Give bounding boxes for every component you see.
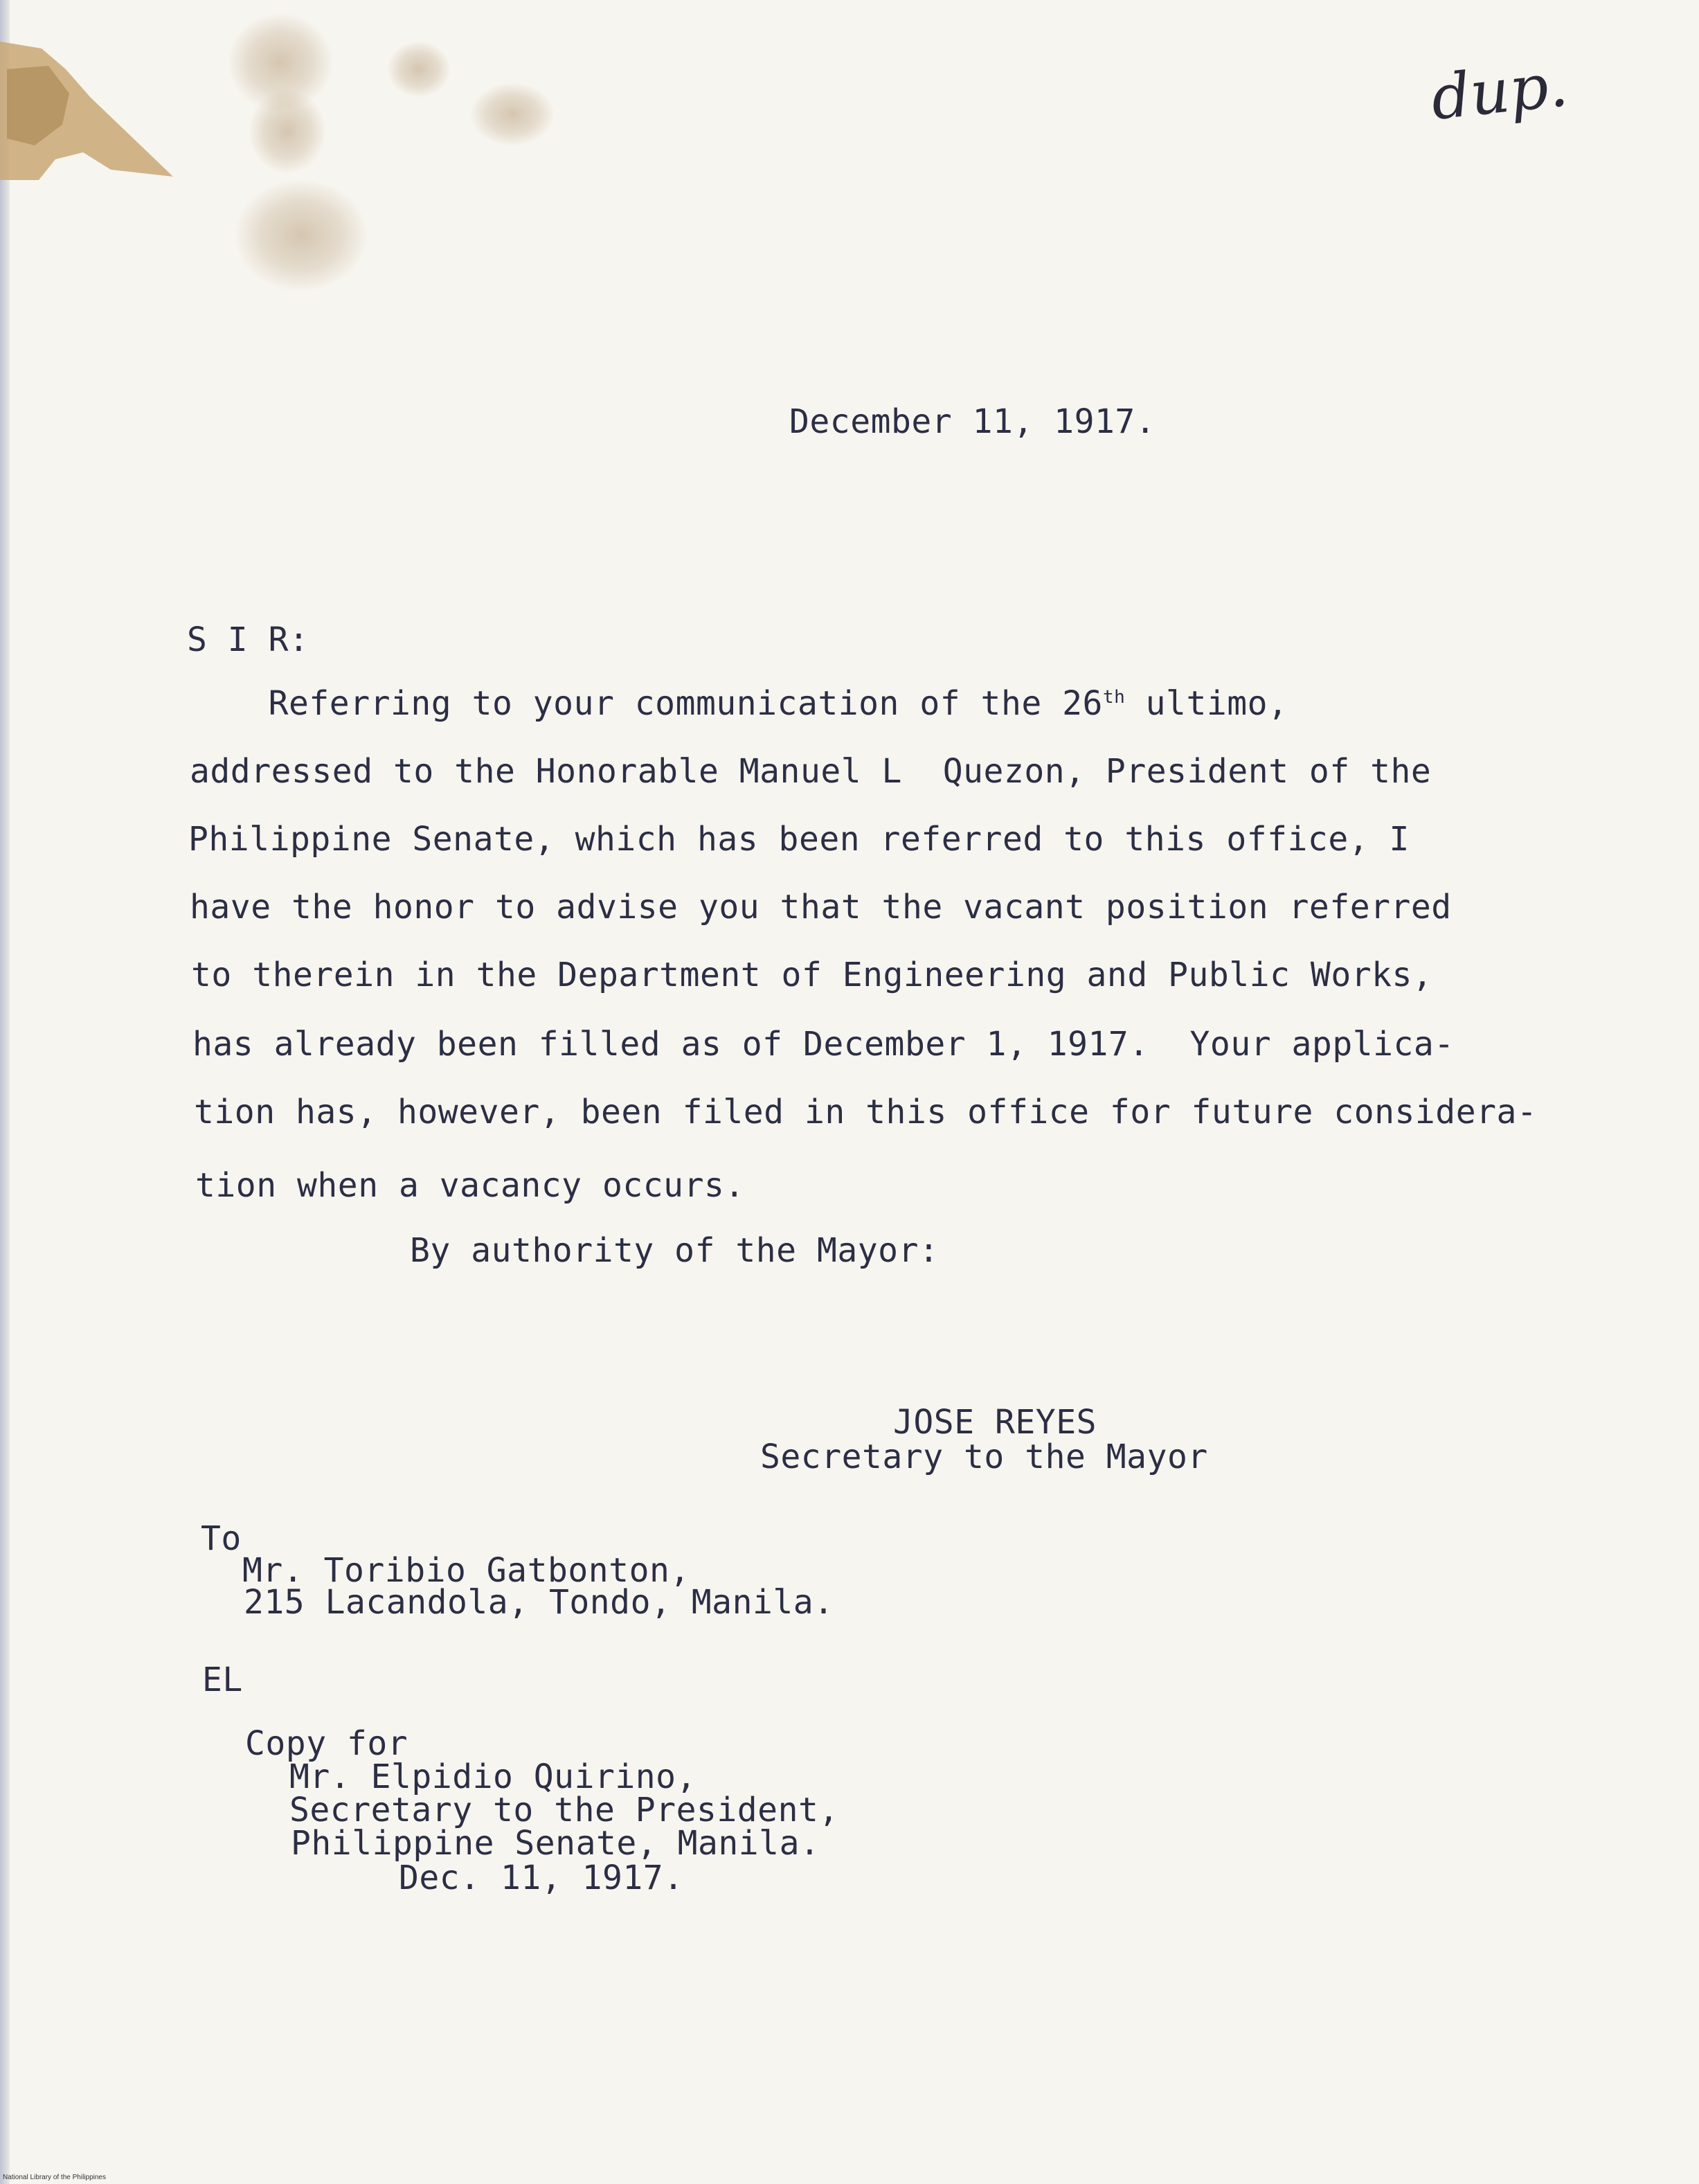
body-line: tion has, however, been filed in this office for future considera- [194, 1093, 1538, 1131]
archive-footer: National Library of the Philippines [3, 2174, 106, 2181]
to-label: To [201, 1519, 242, 1558]
copy-date: Dec. 11, 1917. [399, 1859, 684, 1897]
copy-label: Copy for [245, 1724, 408, 1763]
page-edge [0, 0, 10, 2184]
typist-initials: EL [202, 1661, 243, 1699]
stain [388, 42, 450, 97]
copy-org: Philippine Senate, Manila. [291, 1824, 820, 1863]
copy-name: Mr. Elpidio Quirino, [289, 1757, 696, 1796]
body-line: have the honor to advise you that the vacant position referred [190, 888, 1452, 927]
body-line: has already been filled as of December 1, 1917. Your applica- [192, 1025, 1455, 1064]
body-line: tion when a vacancy occurs. [195, 1166, 745, 1205]
body-line: addressed to the Honorable Manuel L Quezon, President of the [190, 752, 1432, 791]
signer-title: Secretary to the Mayor [760, 1438, 1208, 1476]
body-line: Philippine Senate, which has been referred to this office, I [188, 820, 1410, 859]
recipient-name: Mr. Toribio Gatbonton, [242, 1551, 690, 1590]
copy-title: Secretary to the President, [289, 1791, 839, 1829]
stain [471, 83, 554, 145]
body-line: Referring to your communication of the 26th ultimo, [187, 684, 1288, 723]
stain [235, 180, 367, 291]
letter-date: December 11, 1917. [789, 402, 1156, 441]
handwritten-annotation: dup. [1427, 48, 1571, 134]
stain [249, 90, 325, 173]
authority-line: By authority of the Mayor: [410, 1231, 940, 1270]
signer-name: JOSE REYES [893, 1403, 1097, 1442]
body-line: to therein in the Department of Engineering and Public Works, [191, 956, 1433, 994]
torn-corner [0, 28, 173, 180]
recipient-address: 215 Lacandola, Tondo, Manila. [244, 1583, 834, 1622]
salutation: S I R: [187, 620, 309, 659]
